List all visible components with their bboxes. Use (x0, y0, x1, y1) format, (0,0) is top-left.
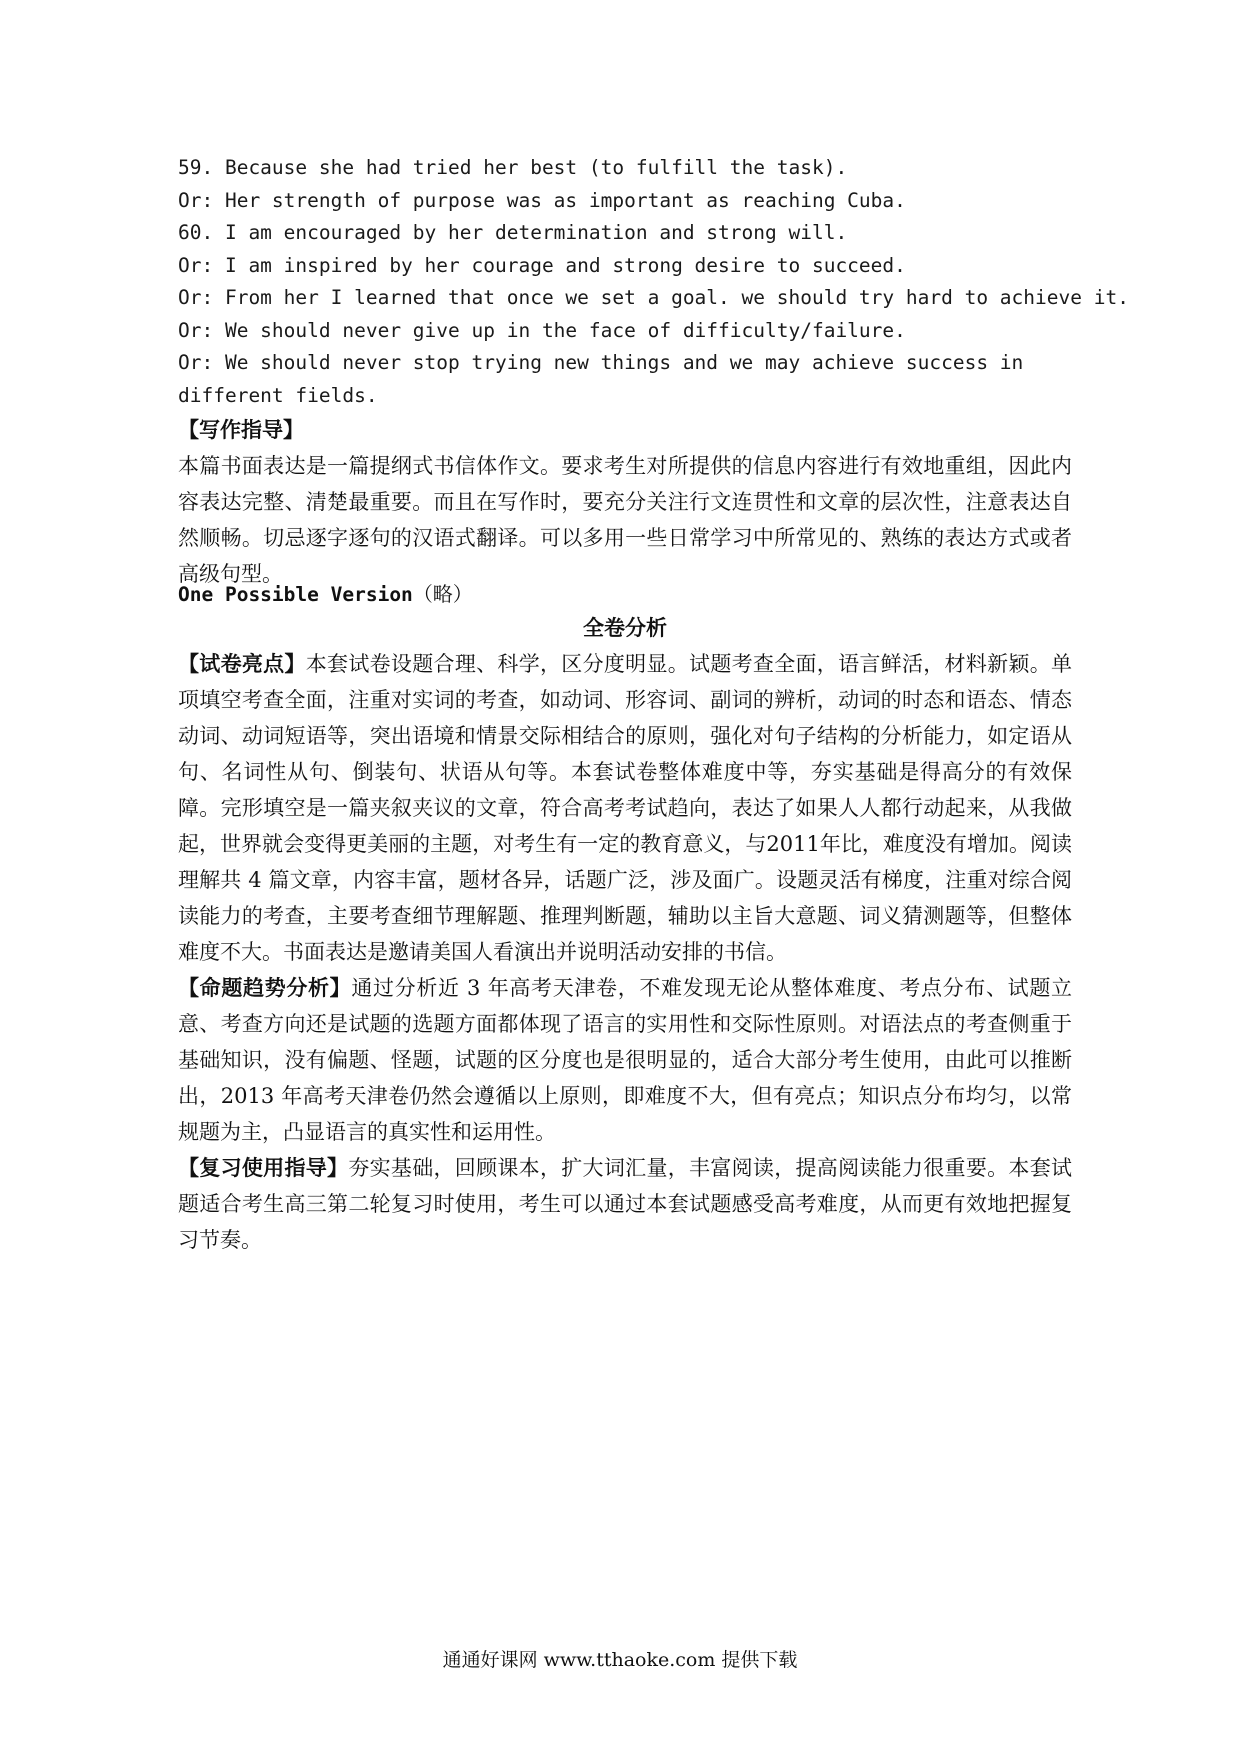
possible-version-note: （略） (412, 582, 473, 606)
possible-version-label: One Possible Version (178, 583, 413, 606)
possible-version (178, 578, 1072, 611)
answer-59-alt: Or: Her strength of purpose was as important as reaching Cuba. (178, 189, 906, 212)
answer-60: 60. I am encouraged by her determination and strong will. (178, 221, 848, 244)
trend-heading: 【命题趋势分析】 (178, 975, 352, 1000)
review-section (178, 1150, 1072, 1258)
trend-body: 通过分析近 3 年高考天津卷，不难发现无论从整体难度、考点分布、试题立意、考查方向还是试题的选题方面都体现了语言的实用性和交际性原则。对语法点的考查侧重于基础知识，没有偏题、怪题，试题的区分度也是很明显的，适合大部分考生使用，由此可以推断出，2013 年高考天津卷仍然会遵循以上原则，即难度不大，但有亮点；知识点分布均匀，以常规题为主，凸显语言的真实性和运用性。 (178, 976, 1072, 1144)
writing-guide-heading: 【写作指导】 (178, 417, 304, 442)
analysis-title: 全卷分析 (583, 615, 667, 640)
trend-section (178, 970, 1072, 1150)
highlights-body: 本套试卷设题合理、科学，区分度明显。试题考查全面，语言鲜活，材料新颖。单项填空考查全面，注重对实词的考查，如动词、形容词、副词的辨析，动词的时态和语态、情态动词、动词短语等，突出语境和情景交际相结合的原则，强化对句子结构的分析能力，如定语从句、名词性从句、倒装句、状语从句等。本套试卷整体难度中等，夯实基础是得高分的有效保障。完形填空是一篇夹叙夹议的文章，符合高考考试趋向，表达了如果人人都行动起来，从我做起，世界就会变得更美丽的主题，对考生有一定的教育意义，与2011年比，难度没有增加。阅读理解共 4 篇文章，内容丰富，题材各异，话题广泛，涉及面广。设题灵活有梯度，注重对综合阅读能力的考查，主要考查细节理解题、推理判断题，辅助以主旨大意题、词义猜测题等，但整体难度不大。书面表达是邀请美国人看演出并说明活动安排的书信。 (178, 652, 1073, 964)
answer-59: 59. Because she had tried her best (to fulfill the task). (178, 156, 848, 179)
writing-guide-body: 本篇书面表达是一篇提纲式书信体作文。要求考生对所提供的信息内容进行有效地重组，因此内容表达完整、清楚最重要。而且在写作时，要充分关注行文连贯性和文章的层次性，注意表达自然顺畅。切忌逐字逐句的汉语式翻译。可以多用一些日常学习中所常见的、熟练的表达方式或者高级句型。 (178, 454, 1072, 586)
highlights-section (178, 646, 1072, 970)
answer-60-alt-4: Or: We should never stop trying new things and we may achieve success in different fields. (178, 351, 1024, 407)
answer-60-alt-3: Or: We should never give up in the face of difficulty/failure. (178, 319, 906, 342)
review-heading: 【复习使用指导】 (178, 1155, 349, 1180)
answer-60-alt-1: Or: I am inspired by her courage and strong desire to succeed. (178, 254, 906, 277)
review-body: 夯实基础，回顾课本，扩大词汇量，丰富阅读，提高阅读能力很重要。本套试题适合考生高三第二轮复习时使用，考生可以通过本套试题感受高考难度，从而更有效地把握复习节奏。 (178, 1156, 1072, 1252)
highlights-heading: 【试卷亮点】 (178, 651, 306, 676)
answer-60-alt-2: Or: From her I learned that once we set a goal. we should try hard to achieve it. (178, 286, 1129, 309)
page-footer: 通通好课网 www.tthaoke.com 提供下载 (442, 1649, 798, 1671)
